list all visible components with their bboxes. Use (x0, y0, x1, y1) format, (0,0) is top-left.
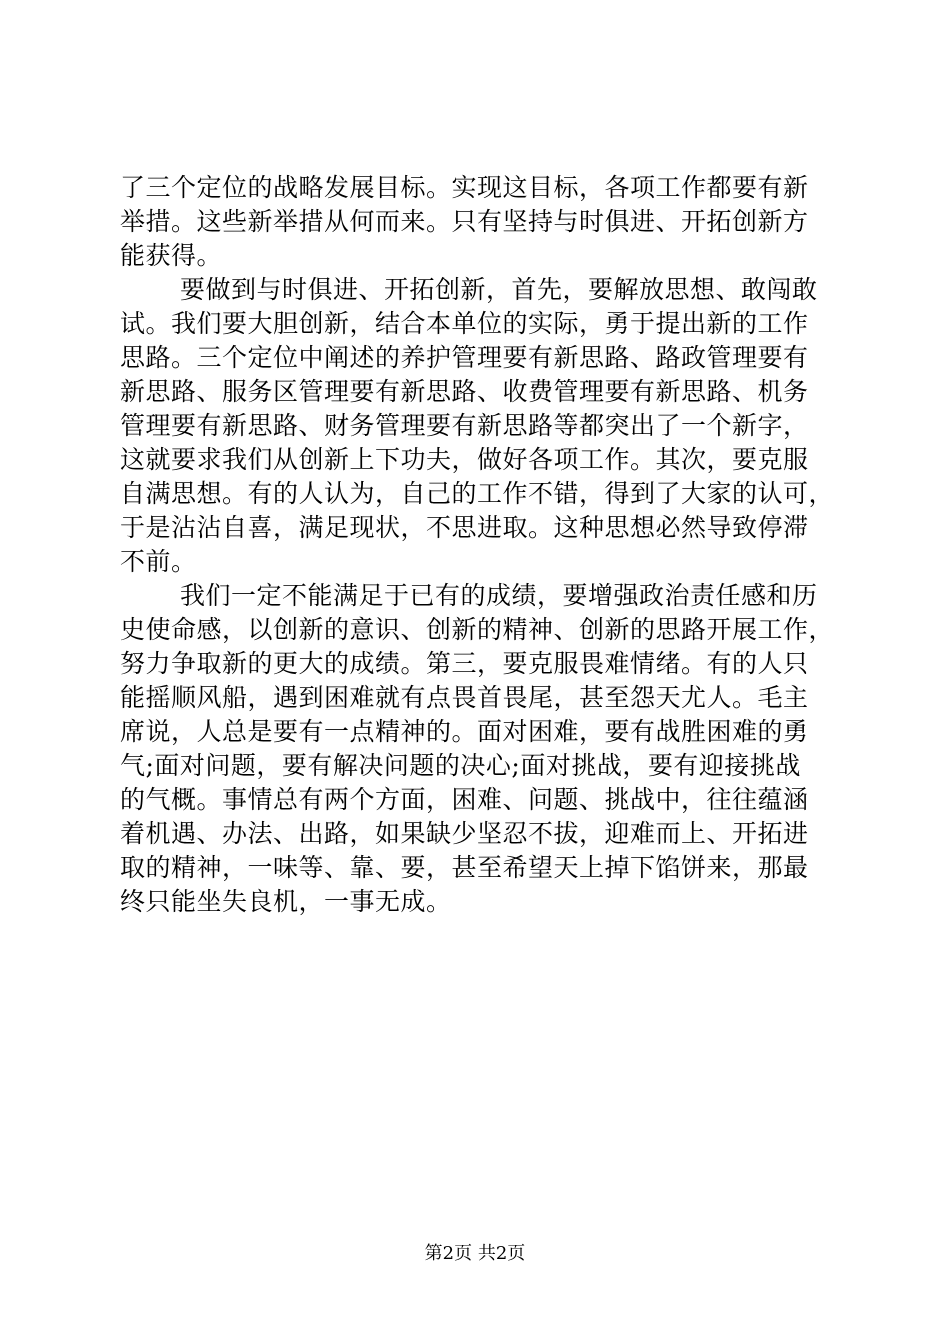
page-footer (0, 1242, 950, 1266)
text-line: 管理要有新思路、财务管理要有新思路等都突出了一个新字， (120, 411, 809, 440)
text-line: 举措。这些新举措从何而来。只有坚持与时俱进、开拓创新方 (120, 207, 809, 236)
text-line: 我们一定不能满足于已有的成绩，要增强政治责任感和历 (180, 581, 818, 610)
paragraph-1 (120, 171, 840, 273)
text-line: 思路。三个定位中阐述的养护管理要有新思路、路政管理要有 (120, 343, 809, 372)
text-line: 努力争取新的更大的成绩。第三，要克服畏难情绪。有的人只 (120, 649, 809, 678)
text-line: 要做到与时俱进、开拓创新，首先，要解放思想、敢闯敢 (180, 275, 818, 304)
text-line: 着机遇、办法、出路，如果缺少坚忍不拔，迎难而上、开拓进 (120, 819, 809, 848)
text-line: 取的精神，一味等、靠、要，甚至希望天上掉下馅饼来，那最 (120, 853, 809, 882)
text-line: 不前。 (120, 547, 197, 576)
text-line: 的气概。事情总有两个方面，困难、问题、挑战中，往往蕴涵 (120, 785, 809, 814)
text-line: 能摇顺风船，遇到困难就有点畏首畏尾，甚至怨天尤人。毛主 (120, 683, 809, 712)
text-line: 能获得。 (120, 241, 223, 270)
text-line: 史使命感，以创新的意识、创新的精神、创新的思路开展工作， (120, 615, 835, 644)
text-line: 新思路、服务区管理要有新思路、收费管理要有新思路、机务 (120, 377, 809, 406)
text-line: 终只能坐失良机，一事无成。 (120, 887, 452, 916)
text-line: 席说，人总是要有一点精神的。面对困难，要有战胜困难的勇 (120, 717, 809, 746)
paragraph-2 (120, 273, 840, 579)
text-line: 这就要求我们从创新上下功夫，做好各项工作。其次，要克服 (120, 445, 809, 474)
text-line: 了三个定位的战略发展目标。实现这目标，各项工作都要有新 (120, 173, 809, 202)
text-line: 自满思想。有的人认为，自己的工作不错，得到了大家的认可， (120, 479, 835, 508)
page-number: 第2页 (424, 1243, 473, 1264)
text-line: 气;面对问题，要有解决问题的决心;面对挑战，要有迎接挑战 (120, 751, 801, 780)
body-text (120, 171, 840, 919)
page-total: 共2页 (477, 1243, 526, 1264)
text-line: 于是沾沾自喜，满足现状，不思进取。这种思想必然导致停滞 (120, 513, 809, 542)
text-line: 试。我们要大胆创新，结合本单位的实际，勇于提出新的工作 (120, 309, 809, 338)
paragraph-3 (120, 579, 840, 919)
